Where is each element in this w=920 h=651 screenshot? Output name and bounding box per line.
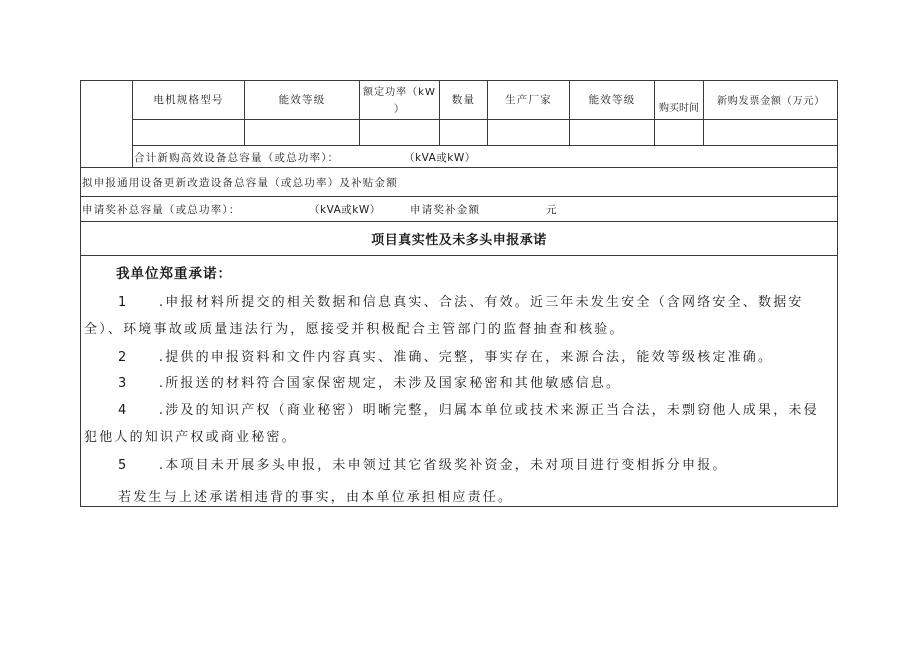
row-divider — [80, 255, 838, 256]
apply-amount-label — [410, 197, 480, 221]
header-quantity — [440, 80, 487, 119]
commitment-heading: 我单位郑重承诺： — [116, 266, 232, 282]
total-capacity-unit — [404, 146, 476, 168]
total-capacity-row — [134, 146, 339, 168]
unit-label: （kVA或kW） — [309, 203, 381, 216]
apply-capacity-row — [82, 197, 241, 221]
header-label: 购买时间 — [659, 103, 699, 114]
header-label: 电机规格型号 — [153, 94, 224, 106]
header-label: 新购发票金额（万元） — [717, 96, 825, 107]
apply-capacity-unit — [309, 197, 381, 221]
header-invoice-amount — [704, 80, 838, 119]
amount-label: 申请奖补金额 — [410, 203, 481, 216]
header-label: 数量 — [451, 94, 476, 106]
apply-amount-unit — [546, 197, 558, 221]
header-label: ） — [394, 103, 405, 115]
header-manufacturer — [488, 80, 569, 119]
header-efficiency-grade — [245, 80, 359, 119]
unit-label: 元 — [546, 203, 558, 216]
apply-capacity-label: 申请奖补总容量（或总功率）： — [82, 203, 241, 216]
header-label: 能效等级 — [588, 94, 636, 106]
header-label: 额定功率（kW — [363, 86, 436, 98]
plan-update-label: 拟申报通用设备更新改造设备总容量（或总功率）及补贴金额 — [82, 176, 398, 189]
commitment-item-1: 1 .申报材料所提交的相关数据和信息真实、合法、有效。近三年未发生安全（含网络安全、数据安 — [118, 295, 804, 310]
commitment-item-1-cont: 全）、环境事故或质量违法行为，愿接受并积极配合主管部门的监督抽查和核验。 — [84, 322, 625, 337]
commitment-item-5: 5 .本项目未开展多头申报，未申领过其它省级奖补资金，未对项目进行变相拆分申报。 — [118, 458, 728, 473]
commitment-closing: 若发生与上述承诺相违背的事实，由本单位承担相应责任。 — [118, 490, 514, 505]
plan-update-row — [82, 168, 398, 196]
header-label: 生产厂家 — [505, 94, 552, 106]
header-purchase-time — [655, 94, 703, 119]
commitment-item-4: 4 .涉及的知识产权（商业秘密）明晰完整，归属本单位或技术来源正当合法，未剽窃他人成果，未侵 — [118, 403, 819, 418]
commitment-title: 项目真实性及未多头申报承诺 — [371, 232, 547, 248]
row-divider — [132, 119, 838, 120]
header-motor-model — [133, 80, 244, 119]
unit-label: （kVA或kW） — [404, 151, 476, 164]
header-efficiency-grade-2 — [570, 80, 654, 119]
total-capacity-label: 合计新购高效设备总容量（或总功率）： — [134, 151, 340, 164]
header-rated-power — [360, 82, 439, 119]
commitment-item-4-cont: 犯他人的知识产权或商业秘密。 — [84, 430, 297, 445]
commitment-item-3: 3 .所报送的材料符合国家保密规定，未涉及国家秘密和其他敏感信息。 — [118, 376, 622, 391]
header-label: 能效等级 — [278, 94, 326, 106]
commitment-item-2: 2 .提供的申报资料和文件内容真实、准确、完整，事实存在，来源合法，能效等级核定准确。 — [118, 350, 774, 365]
row-divider — [80, 221, 838, 222]
